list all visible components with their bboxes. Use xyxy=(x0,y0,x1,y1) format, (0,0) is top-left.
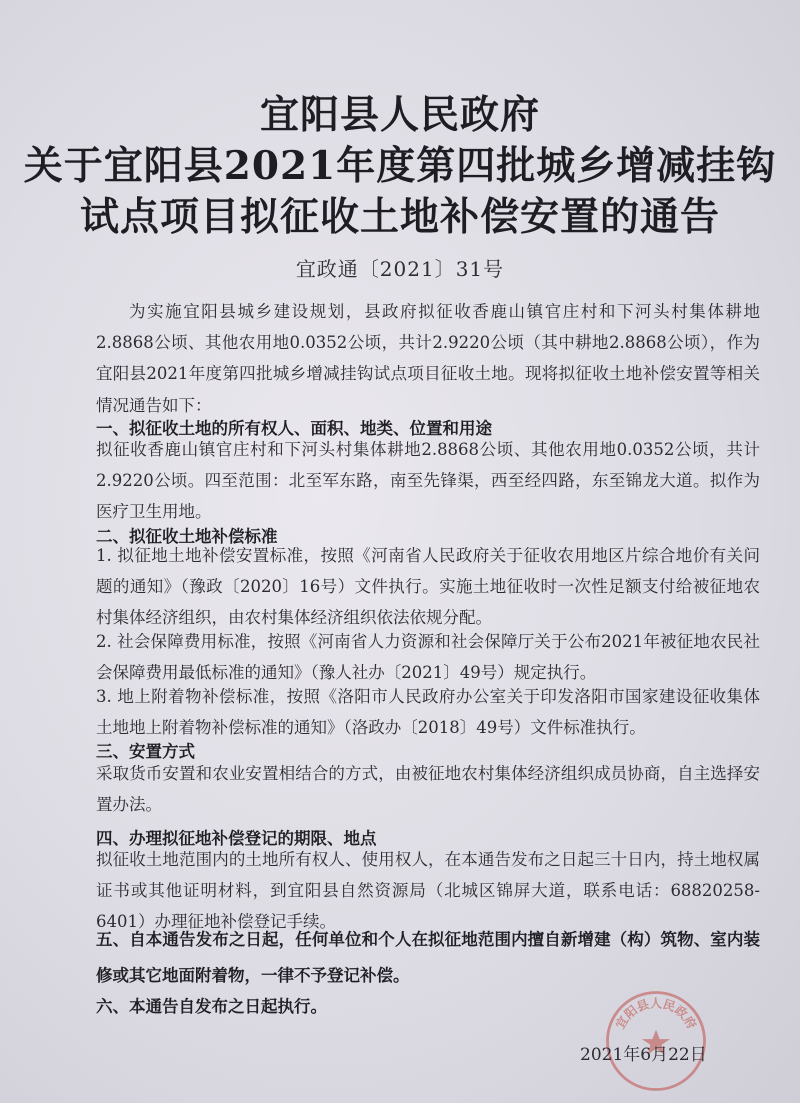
section-3-heading: 三、安置方式 xyxy=(96,742,195,761)
document-number: 宜政通〔2021〕31号 xyxy=(295,257,505,281)
section-1-heading: 一、拟征收土地的所有权人、面积、地类、位置和用途 xyxy=(96,419,492,438)
section-2-item-2: 2. 社会保障费用标准，按照《河南省人力资源和社会保障厅关于公布2021年被征地农民社会保障费用最低标准的通知》（豫人社办〔2021〕49号）规定执行。 xyxy=(96,632,760,683)
section-4-paragraph: 拟征收土地范围内的土地所有权人、使用权人，在本通告发布之日起三十日内，持土地权属证书或其他证明材料，到宜阳县自然资源局（北城区锦屏大道，联系电话：68820258-6401）办理征地补偿登记手续。 xyxy=(96,850,760,932)
clause-5: 五、自本通告发布之日起，任何单位和个人在拟征地范围内擅自新增建（构）筑物、室内装修或其它地面附着物，一律不予登记补偿。 xyxy=(96,930,760,985)
intro-paragraph: 为实施宜阳县城乡建设规划，县政府拟征收香鹿山镇官庄村和下河头村集体耕地2.8868公顷、其他农用地0.0352公顷，共计2.9220公顷（其中耕地2.8868公顷），作为宜阳县2021年度第四批城乡增减挂钩试点项目征收土地。现将拟征收土地补偿安置等相关情况通告如下： xyxy=(96,302,760,415)
title-line-3: 试点项目拟征收土地补偿安置的通告 xyxy=(79,194,720,240)
section-2-heading: 二、拟征收土地补偿标准 xyxy=(96,527,278,546)
section-4-heading: 四、办理拟征地补偿登记的期限、地点 xyxy=(96,829,377,848)
title-line-2: 关于宜阳县2021年度第四批城乡增减挂钩 xyxy=(23,143,777,189)
section-2-item-1: 1. 拟征地土地补偿安置标准，按照《河南省人民政府关于征收农用地区片综合地价有关问题的通知》（豫政〔2020〕16号）文件执行。实施土地征收时一次性足额支付给被征地农村集体经济组织，由农村集体经济组织依法依规分配。 xyxy=(96,546,760,628)
title-line-1: 宜阳县人民政府 xyxy=(259,92,540,138)
section-3-paragraph: 采取货币安置和农业安置相结合的方式，由被征地农村集体经济组织成员协商，自主选择安置办法。 xyxy=(96,764,760,815)
seal-text: 宜阳县人民政府 xyxy=(613,996,699,1032)
issue-date: 2021年6月22日 xyxy=(580,1045,707,1065)
section-2-item-3: 3. 地上附着物补偿标准，按照《洛阳市人民政府办公室关于印发洛阳市国家建设征收集体土地地上附着物补偿标准的通知》（洛政办〔2018〕49号）文件标准执行。 xyxy=(96,687,760,738)
clause-6: 六、本通告自发布之日起执行。 xyxy=(96,997,327,1016)
section-1-paragraph: 拟征收香鹿山镇官庄村和下河头村集体耕地2.8868公顷、其他农用地0.0352公顷，共计2.9220公顷。四至范围：北至军东路，南至先锋渠，西至经四路，东至锦龙大道。拟作为医疗卫生用地。 xyxy=(96,440,760,522)
